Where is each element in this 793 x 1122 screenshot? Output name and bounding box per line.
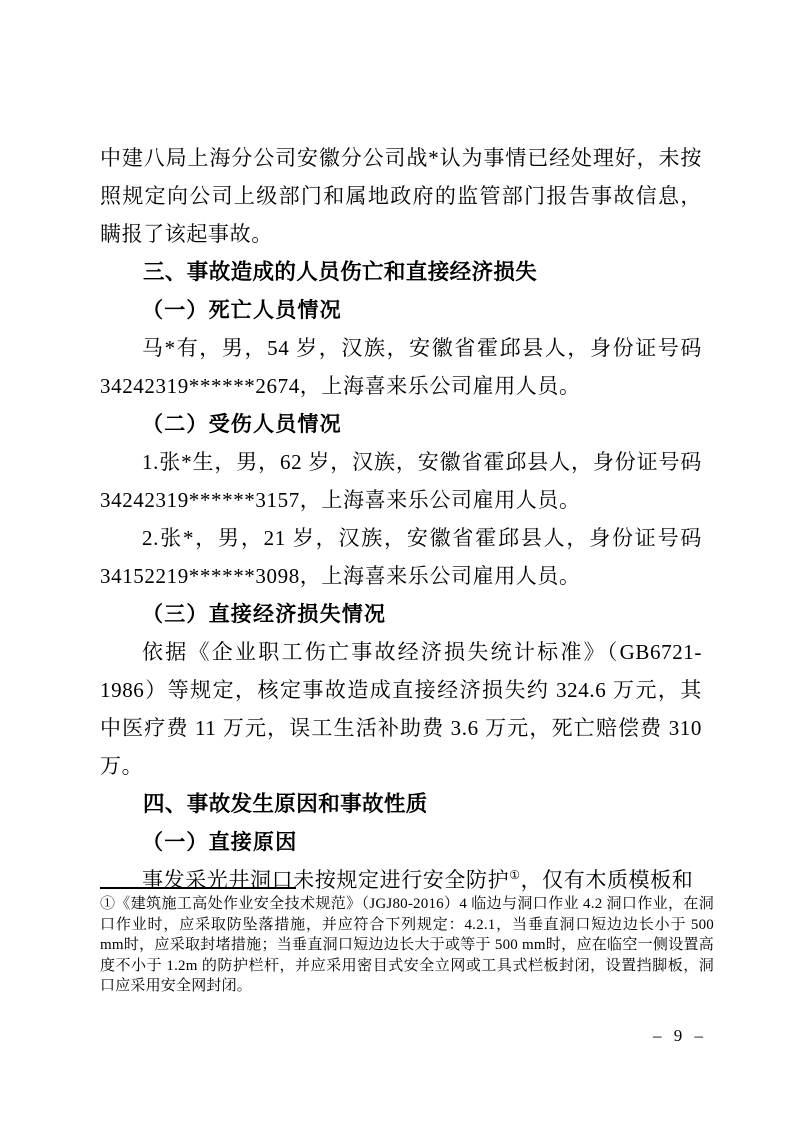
subsection-3-2-heading: （二）受伤人员情况 [142,412,342,436]
paragraph-injured-person-2: 2.张*，男，21 岁，汉族，安徽省霍邱县人，身份证号码 34152219******3098，上海喜来乐公司雇用人员。 [100,526,702,588]
paragraph-economic-loss: 依据《企业职工伤亡事故经济损失统计标准》（GB6721-1986）等规定，核定事故造成直接经济损失约 324.6 万元，其中医疗费 11 万元，误工生活补助费 3.6 万元，死亡赔偿费 310 万。 [100,640,702,778]
subsection-3-1-heading: （一）死亡人员情况 [142,298,342,322]
subsection-3-3-heading: （三）直接经济损失情况 [142,602,387,626]
section-4-heading: 四、事故发生原因和事故性质 [143,792,428,816]
paragraph-concealment: 中建八局上海分公司安徽分公司战*认为事情已经处理好，未按照规定向公司上级部门和属地政府的监管部门报告事故信息，瞒报了该起事故。 [100,146,702,246]
footnote-1-text: 《建筑施工高处作业安全技术规范》（JGJ80-2016）4 临边与洞口作业 4.2 洞口作业，在洞口作业时，应采取防坠落措施，并应符合下列规定：4.2.1，当垂直洞口短边边长小于 500 mm时，应采取封堵措施；当垂直洞口短边边长大于或等于 500 mm时，应在临空一侧设置高度不小于 1.2m 的防护栏杆，并应采用密目式安全立网或工具式栏板封闭，设置挡脚板，洞口应采用安全网封闭。 [100,896,715,994]
footnote-1 [100,894,714,997]
footnote-1-marker: ① [100,896,116,912]
paragraph-injured-person-1: 1.张*生，男，62 岁，汉族，安徽省霍邱县人，身份证号码 34242319******3157，上海喜来乐公司雇用人员。 [100,450,702,512]
footnote-reference-1: ① [509,868,521,882]
section-3-heading: 三、事故造成的人员伤亡和直接经济损失 [143,260,538,284]
direct-cause-text-after: ，仅有木质模板和 [520,868,694,892]
footnote-separator-rule [100,887,296,889]
direct-cause-text: 事发采光井洞口未按规定进行安全防护 [142,868,510,892]
footnote-area [100,894,714,997]
subsection-4-1-heading: （一）直接原因 [142,830,298,854]
document-body [100,139,702,899]
page-number: – 9 – [653,1026,707,1045]
paragraph-deceased-person: 马*有，男，54 岁，汉族，安徽省霍邱县人，身份证号码 34242319******2674，上海喜来乐公司雇用人员。 [100,336,702,398]
